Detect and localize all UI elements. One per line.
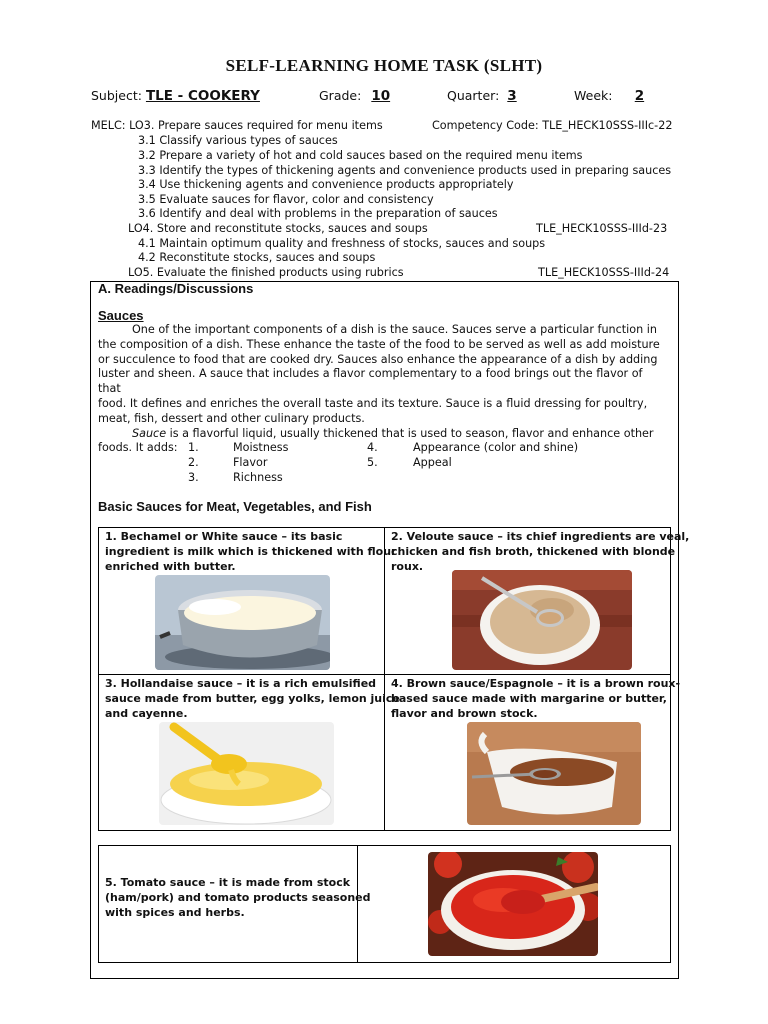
melc-item: 3.5 Evaluate sauces for flavor, color and consistency (138, 193, 434, 206)
sauce-description: 3. Hollandaise sauce – it is a rich emulsified sauce made from butter, egg yolks, lemon juice and cayenne. (105, 677, 400, 720)
melc-lo5-code: TLE_HECK10SSS-IIId-24 (538, 266, 670, 279)
quarter-field (447, 88, 517, 104)
basic-sauces-heading: Basic Sauces for Meat, Vegetables, and Fish (98, 499, 372, 514)
list-item: Appeal (413, 456, 452, 469)
melc-lo4: LO4. Store and reconstitute stocks, sauces and soups (128, 222, 428, 235)
list-number: 4. (367, 441, 378, 454)
list-item: Flavor (233, 456, 268, 469)
week-label: Week: (574, 88, 613, 103)
list-number: 3. (188, 471, 199, 484)
para-line: meat, fish, dessert and other culinary products. (98, 411, 365, 425)
sauce-description: 2. Veloute sauce – its chief ingredients are veal, chicken and fish broth, thickened with blonde roux. (391, 530, 690, 573)
melc-item: 3.1 Classify various types of sauces (138, 134, 338, 147)
subject-field (91, 88, 260, 104)
list-item: Appearance (color and shine) (413, 441, 579, 454)
quarter-label: Quarter: (447, 88, 500, 103)
page-title: SELF-LEARNING HOME TASK (SLHT) (225, 56, 543, 75)
hollandaise-photo (159, 722, 334, 825)
quarter-value: 3 (507, 88, 517, 104)
melc-item: 3.2 Prepare a variety of hot and cold sauces based on the required menu items (138, 149, 583, 162)
melc-lo5: LO5. Evaluate the finished products using rubrics (128, 266, 404, 279)
melc-lo3-code: Competency Code: TLE_HECK10SSS-IIIc-22 (432, 119, 673, 132)
melc-lo4-code: TLE_HECK10SSS-IIId-23 (536, 222, 668, 235)
sauce-description: 4. Brown sauce/Espagnole – it is a brown roux- based sauce made with margarine or butter, flavor and brown stock. (391, 677, 681, 720)
sauce-definition (98, 427, 668, 442)
list-number: 5. (367, 456, 378, 469)
sauces-paragraph (98, 323, 668, 456)
sauce-term: Sauce (132, 426, 167, 440)
melc-item: 3.6 Identify and deal with problems in the preparation of sauces (138, 207, 498, 220)
bechamel-photo (155, 575, 330, 670)
grade-value: 10 (371, 88, 391, 104)
section-a-heading: A. Readings/Discussions (98, 281, 254, 296)
week-value: 2 (634, 88, 645, 104)
subject-value: TLE - COOKERY (145, 88, 260, 104)
veloute-photo (452, 570, 632, 670)
para-line: is a flavorful liquid, usually thickened that is used to season, flavor and enhance other (166, 426, 654, 440)
grade-field (319, 88, 390, 104)
para-line: luster and sheen. A sauce that includes a flavor complementary to a food brings out the flavor of that (98, 367, 643, 396)
melc-item: 4.1 Maintain optimum quality and freshness of stocks, sauces and soups (138, 237, 546, 250)
melc-item: 3.3 Identify the types of thickening agents and convenience products used in preparing sauces (138, 164, 672, 177)
para-line: or succulence to food that are cooked dry. Sauces also enhance the appearance of a dish by adding (98, 352, 658, 366)
sauce-description: 1. Bechamel or White sauce – its basic ingredient is milk which is thickened with flour enriched with butter. (105, 530, 397, 573)
sauces-heading: Sauces (98, 308, 144, 323)
list-item: Moistness (233, 441, 289, 454)
para-line: foods. It adds: (98, 441, 178, 455)
list-item: Richness (233, 471, 283, 484)
sauce-description: 5. Tomato sauce – it is made from stock (ham/pork) and tomato products seasoned with spices and herbs. (105, 876, 371, 919)
brown-sauce-photo (467, 722, 641, 825)
subject-label: Subject: (91, 88, 142, 103)
melc-item: 4.2 Reconstitute stocks, sauces and soups (138, 251, 376, 264)
melc-lo3: MELC: LO3. Prepare sauces required for menu items (91, 119, 383, 132)
list-number: 2. (188, 456, 199, 469)
para-line: One of the important components of a dish is the sauce. Sauces serve a particular function in (132, 323, 657, 336)
grade-label: Grade: (319, 88, 362, 103)
melc-item: 3.4 Use thickening agents and convenience products appropriately (138, 178, 514, 191)
para-line: the composition of a dish. These enhance the taste of the food to be served as well as add moisture (98, 337, 660, 351)
para-line: food. It defines and enriches the overall taste and its texture. Sauce is a fluid dressing for poultry, (98, 396, 648, 410)
tomato-sauce-photo (428, 852, 598, 956)
list-number: 1. (188, 441, 199, 454)
week-field (574, 88, 658, 104)
